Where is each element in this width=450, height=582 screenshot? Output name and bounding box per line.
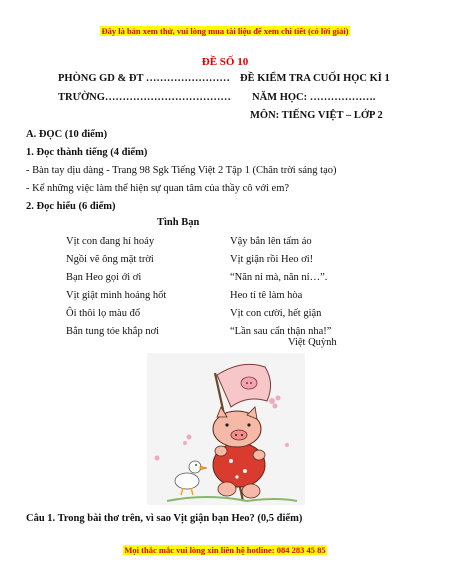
part2-title: 2. Đọc hiểu (6 điểm) xyxy=(26,201,116,212)
poem-left-line: Ngồi vẽ ông mặt trời xyxy=(66,254,154,265)
poem-author: Việt Quỳnh xyxy=(288,337,337,348)
pig-and-duck-illustration xyxy=(147,353,305,505)
poem-right-line: Vịt giận rồi Heo ơi! xyxy=(230,254,314,265)
pig-snout xyxy=(231,430,247,440)
question-1: Câu 1. Trong bài thơ trên, vì sao Vịt giận bạn Heo? (0,5 điểm) xyxy=(26,513,303,524)
flag-pig-icon xyxy=(241,377,257,389)
part1-line2: - Kể những việc làm thể hiện sự quan tâm của thầy cô với em? xyxy=(26,183,290,194)
part1-title: 1. Đọc thành tiếng (4 điểm) xyxy=(26,147,148,158)
part1-line1: - Bàn tay dịu dàng - Trang 98 Sgk Tiếng Việt 2 Tập 1 (Chân trời sáng tạo) xyxy=(26,165,337,176)
header-right-line1: ĐỀ KIỂM TRA CUỐI HỌC KÌ 1 xyxy=(240,73,390,84)
header-left-line1: PHÒNG GD & ĐT …………………… xyxy=(58,73,230,84)
exam-number: ĐỀ SỐ 10 xyxy=(201,56,249,68)
poem-left-line: Vịt con đang hí hoáy xyxy=(66,236,155,247)
poem-right-line: Heo tí tê làm hòa xyxy=(230,290,303,301)
poem-right-line: Vịt con cười, hết giận xyxy=(230,308,322,319)
hotline-banner: Mọi thắc mắc vui lòng xin liên hệ hotline: 084 283 45 85 xyxy=(124,545,326,555)
header-left-line2: TRƯỜNG……………………………… xyxy=(58,92,231,103)
poem-right-line: “Năn nỉ mà, năn nỉ…”. xyxy=(230,272,328,283)
preview-banner: Đây là bản xem thử, vui lòng mua tài liệu để xem chi tiết (có lời giải) xyxy=(101,26,349,36)
poem-left-line: Bắn tung tóe khắp nơi xyxy=(66,326,160,337)
header-right-line2: NĂM HỌC: ………………. xyxy=(252,92,376,103)
poem-right-line: Vậy bắn lên tấm áo xyxy=(230,236,312,247)
poem-left-line: Bạn Heo gọi ới ơi xyxy=(66,272,142,283)
poem-right-line: “Lần sau cẩn thận nha!” xyxy=(230,326,332,337)
header-right-line3: MÔN: TIẾNG VIỆT – LỚP 2 xyxy=(250,110,383,121)
section-a-title: A. ĐỌC (10 điểm) xyxy=(26,129,108,140)
poem-left-line: Ôi thôi lọ màu đổ xyxy=(66,308,141,319)
poem-title: Tình Bạn xyxy=(157,217,200,228)
poem-left-line: Vịt giật mình hoảng hốt xyxy=(66,290,167,301)
